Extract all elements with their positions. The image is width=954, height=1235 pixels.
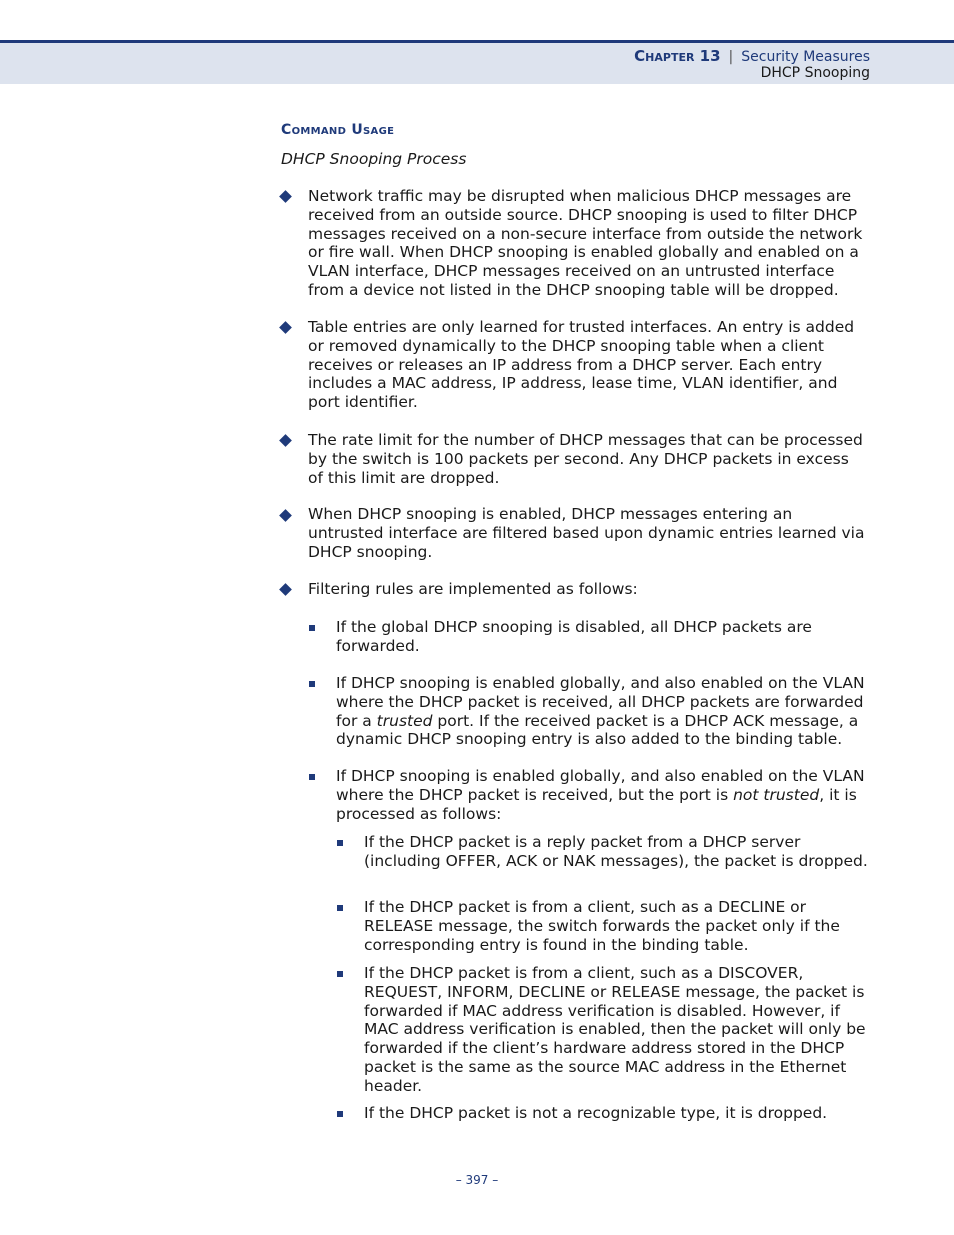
subrule-square-bullet <box>337 840 343 846</box>
subrule-paragraph: If the DHCP packet is a reply packet from a DHCP server (including OFFER, ACK or NAK messages), the packet is dropped. <box>364 833 868 870</box>
bullet-diamond <box>279 509 292 522</box>
bullet-paragraph: Network traffic may be disrupted when malicious DHCP messages are received from an outside source. DHCP snooping is used to filter DHCP messages received on a non-secure interface from outside the network or fire wall. When DHCP snooping is enabled globally and enabled on a VLAN interface, DHCP messages received on an untrusted interface from a device not listed in the DHCP snooping table will be dropped. <box>308 187 863 299</box>
bullet-paragraph: The rate limit for the number of DHCP messages that can be processed by the switch is 100 packets per second. Any DHCP packets in excess of this limit are dropped. <box>308 431 863 487</box>
rule-square-bullet <box>309 625 315 631</box>
page-number: – 397 – <box>455 1173 499 1187</box>
subrule-square-bullet <box>337 1111 343 1117</box>
rule-emphasis: not trusted <box>733 785 820 804</box>
subrule-paragraph: If the DHCP packet is from a client, such as a DISCOVER, REQUEST, INFORM, DECLINE or RELEASE message, the packet is forwarded if MAC address verification is disabled. However, if MAC address verification is enabled, then the packet will only be forwarded if the client’s hardware address stored in the DHCP packet is the same as the source MAC address in the Ethernet header. <box>364 964 866 1095</box>
rule-text: If DHCP snooping is enabled globally, and also enabled on the VLAN where the DHCP packet is received, but the port is <box>336 767 865 804</box>
rule-text: If DHCP snooping is enabled globally, and also enabled on the VLAN where the DHCP packet is received, all DHCP packets are forwarded for a <box>336 674 865 730</box>
subrule-paragraph: If the DHCP packet is from a client, such as a DECLINE or RELEASE message, the switch forwards the packet only if the corresponding entry is found in the binding table. <box>364 898 840 954</box>
bullet-diamond <box>279 190 292 203</box>
bullet-diamond <box>279 434 292 447</box>
subrule-paragraph: If the DHCP packet is not a recognizable type, it is dropped. <box>364 1104 828 1122</box>
rule-emphasis: trusted <box>376 711 433 730</box>
header-separator: | <box>728 49 734 65</box>
running-header <box>0 40 954 84</box>
header-chapter-line <box>634 47 870 65</box>
bullet-paragraph: When DHCP snooping is enabled, DHCP messages entering an untrusted interface are filtered based upon dynamic entries learned via DHCP snooping. <box>308 505 865 561</box>
bullet-diamond <box>279 583 292 596</box>
chapter-label: Chapter 13 <box>634 47 721 65</box>
subsection-title: DHCP Snooping <box>760 65 870 81</box>
subrule-square-bullet <box>337 905 343 911</box>
subrule-square-bullet <box>337 971 343 977</box>
section-heading: Command Usage <box>281 122 395 138</box>
rule-paragraph: If the global DHCP snooping is disabled, all DHCP packets are forwarded. <box>336 618 812 655</box>
bullet-paragraph: Filtering rules are implemented as follows: <box>308 580 638 598</box>
rule-paragraph <box>336 767 868 823</box>
section-title: Security Measures <box>741 49 870 65</box>
bullet-diamond <box>279 321 292 334</box>
subheading: DHCP Snooping Process <box>281 150 467 168</box>
bullet-paragraph: Table entries are only learned for trusted interfaces. An entry is added or removed dynamically to the DHCP snooping table when a client receives or releases an IP address from a DHCP server. Each entry includes a MAC address, IP address, lease time, VLAN identifier, and port identifier. <box>308 318 855 412</box>
rule-text: port. If the received packet is a DHCP ACK message, a dynamic DHCP snooping entry is also added to the binding table. <box>336 711 859 749</box>
rule-square-bullet <box>309 681 315 687</box>
rule-paragraph <box>336 674 868 749</box>
rule-text: , it is processed as follows: <box>336 785 857 823</box>
rule-square-bullet <box>309 774 315 780</box>
